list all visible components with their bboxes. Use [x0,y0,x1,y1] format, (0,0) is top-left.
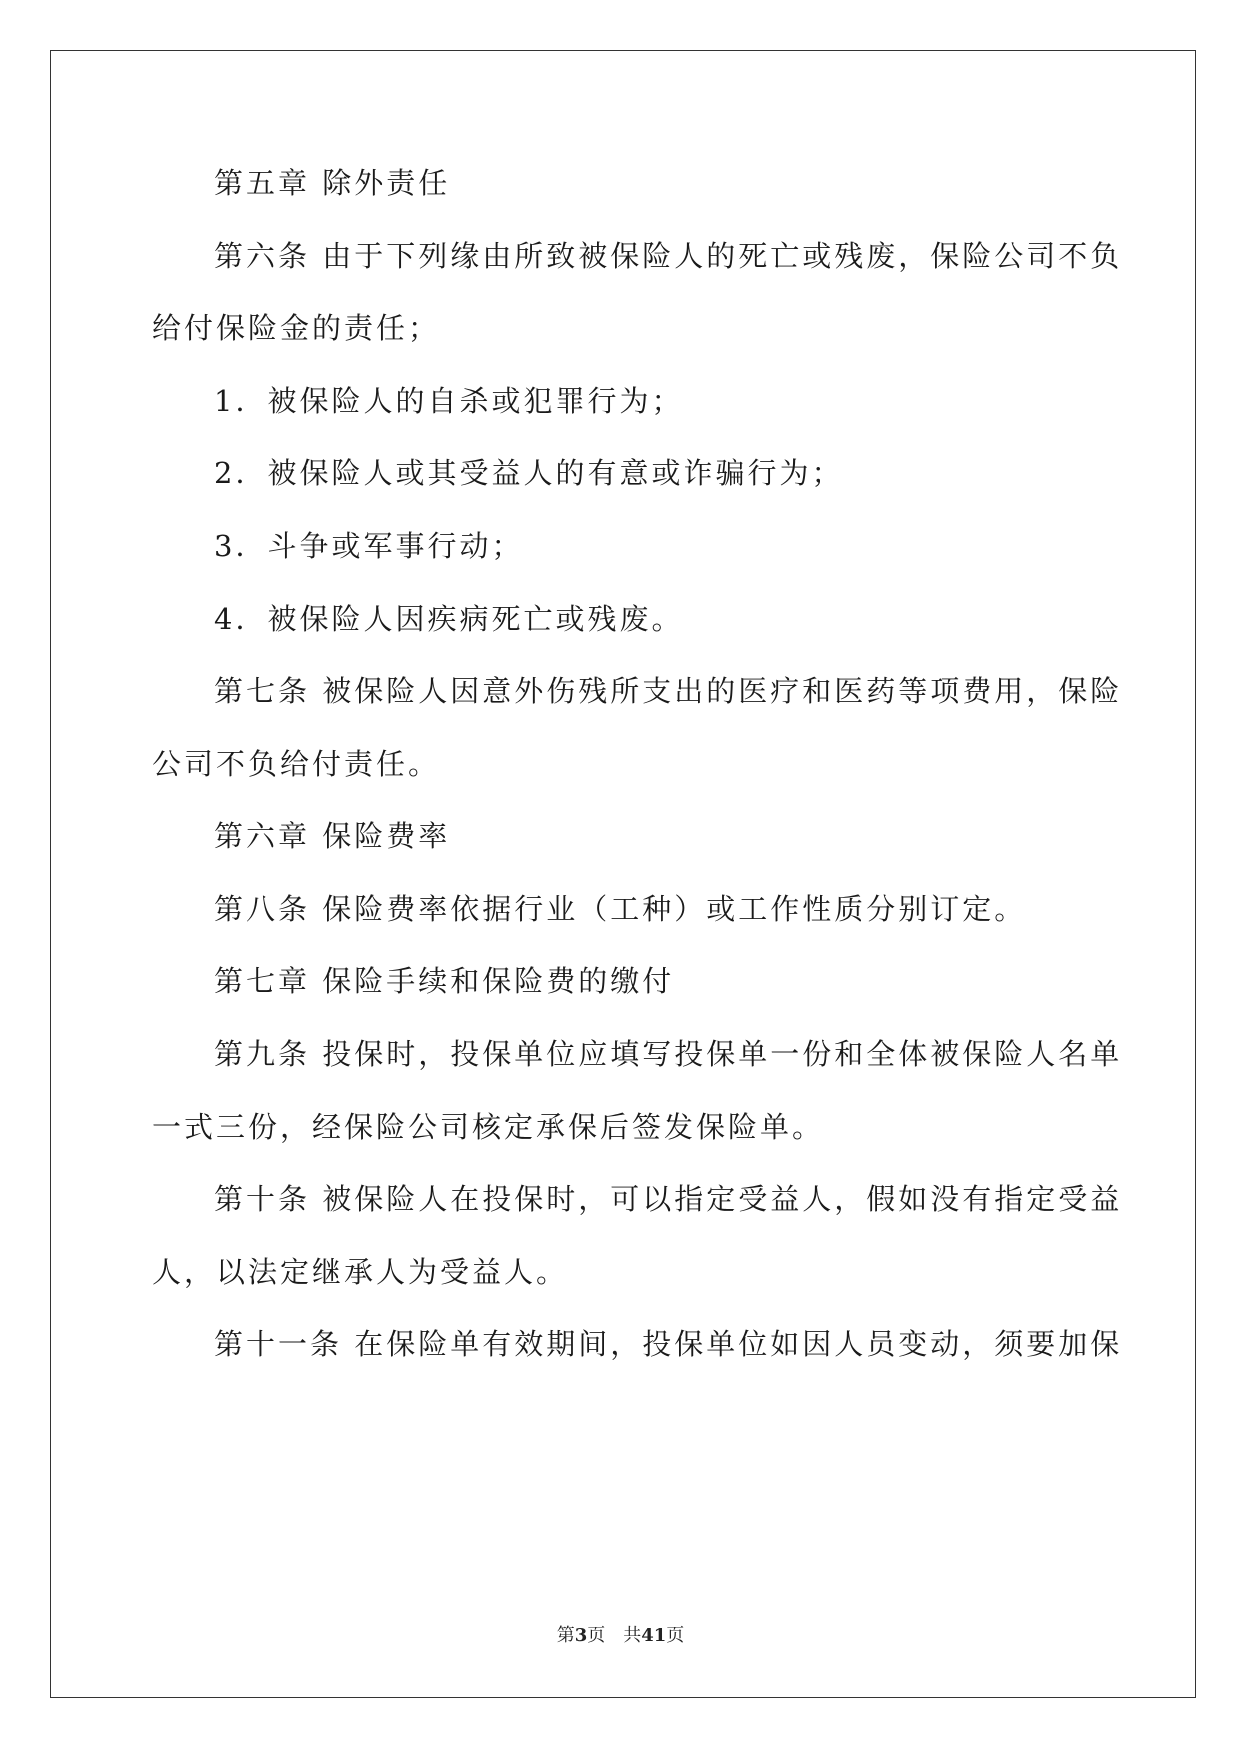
total-prefix: 共 [623,1625,642,1646]
page-border [50,50,1196,1698]
page-suffix: 页 [587,1625,606,1646]
chapter-heading: 第七章 保险手续和保险费的缴付 [214,964,675,998]
article-paragraph-continued: 一式三份，经保险公司核定承保后签发保险单。 [152,1110,825,1144]
list-item: 3．斗争或军事行动； [214,529,524,563]
page-prefix: 第 [556,1625,575,1646]
article-paragraph-continued: 公司不负给付责任。 [152,747,441,781]
article-paragraph-continued: 给付保险金的责任； [152,311,441,345]
page-number: 3 [574,1625,588,1646]
chapter-heading: 第六章 保险费率 [214,819,451,853]
total-suffix: 页 [666,1625,685,1646]
chapter-heading: 第五章 除外责任 [214,166,451,200]
total-pages: 41 [641,1625,667,1646]
article-paragraph: 第十条 被保险人在投保时，可以指定受益人，假如没有指定受益 [214,1182,1123,1216]
article-paragraph: 第十一条 在保险单有效期间，投保单位如因人员变动，须要加保 [214,1327,1123,1361]
list-item: 4．被保险人因疾病死亡或残废。 [214,602,684,636]
article-paragraph: 第九条 投保时，投保单位应填写投保单一份和全体被保险人名单 [214,1037,1123,1071]
article-paragraph: 第八条 保险费率依据行业（工种）或工作性质分别订定。 [214,892,1027,926]
list-item: 2．被保险人或其受益人的有意或诈骗行为； [214,456,844,490]
list-item: 1．被保险人的自杀或犯罪行为； [214,384,684,418]
article-paragraph-continued: 人，以法定继承人为受益人。 [152,1255,569,1289]
article-paragraph: 第七条 被保险人因意外伤残所支出的医疗和医药等项费用，保险 [214,674,1123,708]
page-footer [0,1624,1241,1648]
article-paragraph: 第六条 由于下列缘由所致被保险人的死亡或残废，保险公司不负 [214,239,1123,273]
